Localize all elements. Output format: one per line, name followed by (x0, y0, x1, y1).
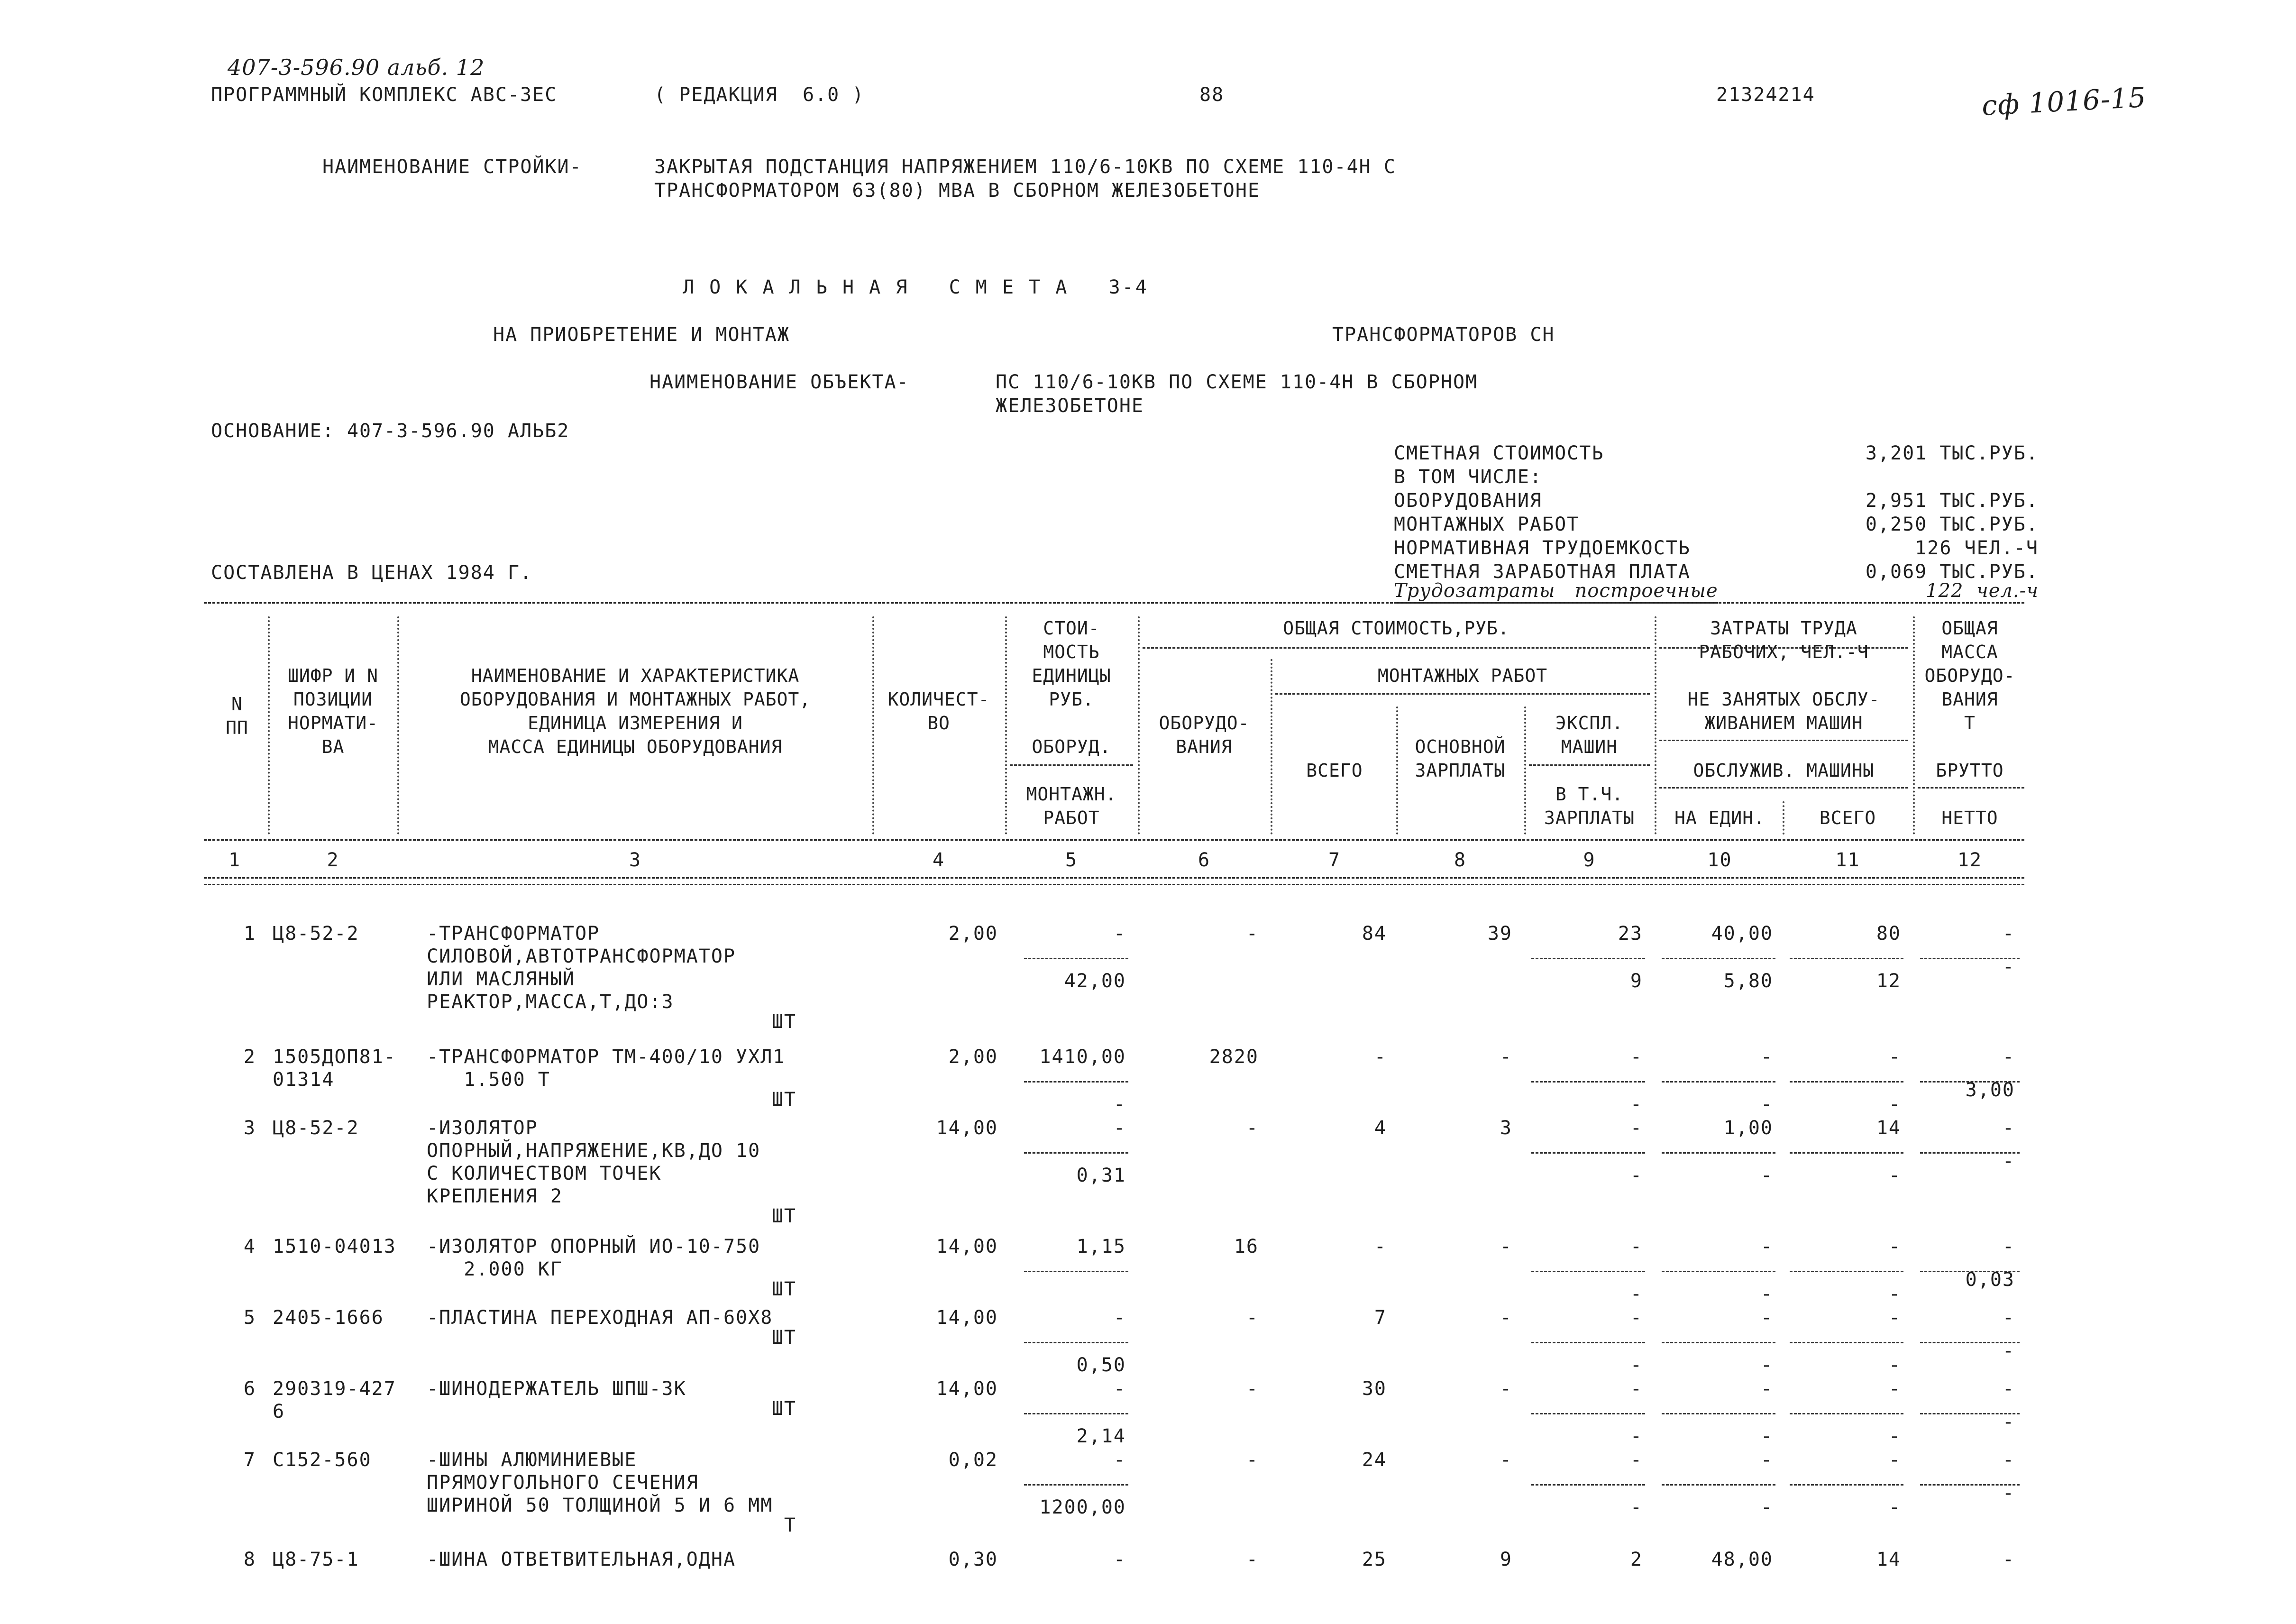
summary-value: 2,951 ТЫС.РУБ. (1865, 490, 2039, 512)
row-unit-cost-equipment: - (1113, 923, 1126, 945)
machines-divider (1531, 1271, 1645, 1272)
row-machines-salary: - (1630, 1165, 1643, 1186)
header-number-rule (204, 839, 2024, 841)
row-name: -ШИНОДЕРЖАТЕЛЬ ШПШ-3К (427, 1378, 686, 1400)
row-machine-labor-per-unit: - (1760, 1354, 1773, 1376)
row-code: Ц8-52-2 (273, 1117, 359, 1139)
col-header-per-unit: НА ЕДИН. (1674, 807, 1765, 828)
row-code: 1505ДОП81- 01314 (273, 1046, 396, 1091)
col-number: 3 (629, 849, 642, 871)
row-unit-cost-mounting: 1200,00 (1039, 1496, 1126, 1518)
unit-cost-divider (1024, 1484, 1128, 1486)
row-mass-brutto: - (2002, 1549, 2015, 1570)
col-header-n: N ПП (226, 694, 248, 738)
unit-cost-divider (1024, 958, 1128, 959)
col-header-cost-group: ОБЩАЯ СТОИМОСТЬ,РУБ. (1283, 618, 1509, 639)
labor-divider (1662, 1342, 1775, 1343)
row-machine-labor-total: - (1888, 1093, 1901, 1115)
col-header-equipment: ОБОРУДО- ВАНИЯ (1159, 713, 1250, 757)
row-mass-netto: - (2002, 1411, 2015, 1433)
col-separator (1524, 706, 1526, 835)
row-quantity: 2,00 (948, 1046, 998, 1068)
row-code: 1510-04013 (273, 1236, 396, 1257)
estimate-subject: ТРАНСФОРМАТОРОВ СН (1332, 324, 1555, 346)
labor-total-divider (1790, 1081, 1903, 1083)
row-machines-salary: - (1630, 1425, 1643, 1447)
row-labor-per-unit: - (1760, 1236, 1773, 1257)
row-unit-cost-equipment: - (1113, 1117, 1126, 1139)
row-quantity: 14,00 (936, 1378, 998, 1400)
col-header-code: ШИФР И N ПОЗИЦИИ НОРМАТИ- ВА (287, 665, 379, 757)
basis: ОСНОВАНИЕ: 407-3-596.90 АЛЬБ2 (211, 420, 570, 442)
row-labor-total: 14 (1876, 1117, 1901, 1139)
row-machines: 2 (1630, 1549, 1643, 1570)
col-separator (1783, 801, 1784, 835)
row-number: 2 (243, 1046, 256, 1068)
summary-value-handwritten: 122 чел.-ч (1926, 580, 2039, 602)
unit-cost-divider (1024, 1413, 1128, 1414)
row-labor-per-unit: 48,00 (1711, 1549, 1773, 1570)
row-mass-brutto: - (2002, 923, 2015, 945)
row-machines: - (1630, 1046, 1643, 1068)
col-number: 1 (228, 849, 241, 871)
row-unit: ШТ (771, 1205, 796, 1227)
row-number: 8 (243, 1549, 256, 1570)
summary-value: 0,069 ТЫС.РУБ. (1865, 561, 2039, 583)
summary-label: МОНТАЖНЫХ РАБОТ (1394, 514, 1580, 535)
row-machines-salary: - (1630, 1093, 1643, 1115)
row-unit-cost-mounting: - (1113, 1093, 1126, 1115)
mass-divider (1920, 1484, 2020, 1486)
row-base-salary: - (1500, 1449, 1512, 1471)
row-unit: Т (784, 1514, 796, 1536)
row-quantity: 2,00 (948, 923, 998, 945)
row-mass-brutto: - (2002, 1046, 2015, 1068)
row-machines-salary: - (1630, 1283, 1643, 1305)
row-mass-netto: - (2002, 1482, 2015, 1504)
row-machines: - (1630, 1236, 1643, 1257)
row-labor-total: - (1888, 1449, 1901, 1471)
labor-total-divider (1790, 1484, 1903, 1486)
labor-divider (1662, 1152, 1775, 1154)
row-code: 2405-1666 (273, 1307, 384, 1329)
row-name: -ИЗОЛЯТОР ОПОРНЫЙ,НАПРЯЖЕНИЕ,КВ,ДО 10 С КОЛИЧЕСТВОМ ТОЧЕК КРЕПЛЕНИЯ 2 (427, 1117, 761, 1207)
row-base-salary: - (1500, 1307, 1512, 1329)
row-mass-netto: 3,00 (1965, 1079, 2015, 1101)
col-header-unit-cost: СТОИ- МОСТЬ ЕДИНИЦЫ РУБ. ОБОРУД. МОНТАЖН. РАБОТ (1026, 618, 1117, 828)
row-labor-total: 14 (1876, 1549, 1901, 1570)
row-quantity: 14,00 (936, 1117, 998, 1139)
row-base-salary: 9 (1500, 1549, 1512, 1570)
labor-total-divider (1790, 1152, 1903, 1154)
machines-divider (1531, 1484, 1645, 1486)
project-line-1: ЗАКРЫТАЯ ПОДСТАНЦИЯ НАПРЯЖЕНИЕМ 110/6-10КВ ПО СХЕМЕ 110-4Н С (654, 156, 1396, 178)
unit-cost-divider (1024, 1081, 1128, 1083)
project-line-2: ТРАНСФОРМАТОРОМ 63(80) МВА В СБОРНОМ ЖЕЛЕЗОБЕТОНЕ (654, 180, 1261, 202)
row-mass-netto: - (2002, 956, 2015, 978)
row-mass-brutto: - (2002, 1236, 2015, 1257)
row-machine-labor-total: - (1888, 1165, 1901, 1186)
labor-divider (1662, 1271, 1775, 1272)
row-unit-cost-mounting: 42,00 (1064, 970, 1126, 992)
summary-value: 3,201 ТЫС.РУБ. (1865, 442, 2039, 464)
unit-cost-divider (1024, 1342, 1128, 1343)
row-labor-total: - (1888, 1046, 1901, 1068)
row-name: -ПЛАСТИНА ПЕРЕХОДНАЯ АП-60Х8 (427, 1307, 773, 1329)
row-equipment-cost: - (1246, 1549, 1259, 1570)
row-labor-per-unit: - (1760, 1046, 1773, 1068)
row-machines: - (1630, 1307, 1643, 1329)
row-base-salary: - (1500, 1378, 1512, 1400)
col-number: 8 (1454, 849, 1467, 871)
col-separator (397, 616, 399, 835)
row-machine-labor-total: - (1888, 1496, 1901, 1518)
row-labor-total: - (1888, 1307, 1901, 1329)
col-header-total: ВСЕГО (1306, 760, 1363, 781)
summary-value: 0,250 ТЫС.РУБ. (1865, 514, 2039, 535)
row-code: Ц8-75-1 (273, 1549, 359, 1570)
row-unit-cost-equipment: 1,15 (1076, 1236, 1126, 1257)
header-bottom-rule (204, 877, 2024, 879)
row-mass-brutto: - (2002, 1449, 2015, 1471)
col-header-labor-group: ЗАТРАТЫ ТРУДА РАБОЧИХ, ЧЕЛ.-Ч (1699, 618, 1869, 662)
row-unit-cost-equipment: - (1113, 1307, 1126, 1329)
row-mass-netto: - (2002, 1340, 2015, 1362)
row-mounting-total: 30 (1362, 1378, 1387, 1400)
col-separator (1138, 616, 1140, 835)
row-mounting-total: 24 (1362, 1449, 1387, 1471)
col-header-mont-group: МОНТАЖНЫХ РАБОТ (1377, 665, 1548, 686)
row-mounting-total: 4 (1374, 1117, 1387, 1139)
row-machine-labor-per-unit: - (1760, 1283, 1773, 1305)
mass-divider (1920, 1413, 2020, 1414)
col-number: 11 (1835, 849, 1860, 871)
row-mass-netto: - (2002, 1150, 2015, 1172)
unit-cost-divider (1024, 1271, 1128, 1272)
row-name: -ШИНЫ АЛЮМИНИЕВЫЕ ПРЯМОУГОЛЬНОГО СЕЧЕНИЯ ШИРИНОЙ 50 ТОЛЩИНОЙ 5 И 6 ММ (427, 1449, 773, 1516)
mass-divider (1920, 1152, 2020, 1154)
col-separator (1271, 659, 1272, 835)
machines-divider (1531, 1081, 1645, 1083)
col-separator (1913, 616, 1915, 835)
mass-divider (1920, 958, 2020, 959)
row-mounting-total: - (1374, 1236, 1387, 1257)
row-machines-salary: - (1630, 1354, 1643, 1376)
row-machine-labor-per-unit: - (1760, 1093, 1773, 1115)
row-machines: 23 (1618, 923, 1643, 945)
labor-divider (1662, 1484, 1775, 1486)
row-mounting-total: - (1374, 1046, 1387, 1068)
row-unit: ШТ (771, 1278, 796, 1300)
cost-group-rule (1143, 647, 1650, 649)
summary-label-handwritten: Трудозатраты построечные (1394, 579, 1718, 604)
unit-cost-divider (1024, 1152, 1128, 1154)
row-labor-total: - (1888, 1378, 1901, 1400)
project-label: НАИМЕНОВАНИЕ СТРОЙКИ- (322, 156, 582, 178)
row-code: 290319-427 6 (273, 1378, 396, 1422)
col-header-mass: ОБЩАЯ МАССА ОБОРУДО- ВАНИЯ Т БРУТТО НЕТТО (1924, 618, 2015, 828)
col-separator (1396, 706, 1398, 835)
row-number: 4 (243, 1236, 256, 1257)
row-unit: ШТ (771, 1398, 796, 1420)
row-equipment-cost: - (1246, 1378, 1259, 1400)
mass-divider (1920, 1081, 2020, 1083)
row-quantity: 14,00 (936, 1307, 998, 1329)
row-machine-labor-per-unit: - (1760, 1496, 1773, 1518)
object-line-1: ПС 110/6-10КВ ПО СХЕМЕ 110-4Н В СБОРНОМ (996, 371, 1478, 393)
row-labor-per-unit: - (1760, 1449, 1773, 1471)
row-machine-labor-total: - (1888, 1354, 1901, 1376)
row-machines: - (1630, 1449, 1643, 1471)
col-number: 5 (1065, 849, 1078, 871)
row-unit-cost-equipment: - (1113, 1378, 1126, 1400)
row-machines-salary: 9 (1630, 970, 1643, 992)
row-machine-labor-per-unit: - (1760, 1165, 1773, 1186)
mass-divider (1920, 1342, 2020, 1343)
col-header-name: НАИМЕНОВАНИЕ И ХАРАКТЕРИСТИКА ОБОРУДОВАНИЯ И МОНТАЖНЫХ РАБОТ, ЕДИНИЦА ИЗМЕРЕНИЯ И МАССА ЕДИНИЦЫ ОБОРУДОВАНИЯ (459, 665, 811, 757)
row-quantity: 0,02 (948, 1449, 998, 1471)
row-unit-cost-equipment: - (1113, 1449, 1126, 1471)
row-equipment-cost: - (1246, 1307, 1259, 1329)
row-unit: ШТ (771, 1011, 796, 1033)
program-name: ПРОГРАММНЫЙ КОМПЛЕКС АВС-3ЕС (211, 84, 558, 106)
row-name: -ИЗОЛЯТОР ОПОРНЫЙ ИО-10-750 2.000 КГ (427, 1236, 761, 1280)
object-line-2: ЖЕЛЕЗОБЕТОНЕ (996, 395, 1144, 417)
row-mass-brutto: - (2002, 1117, 2015, 1139)
mont-group-rule (1275, 693, 1650, 695)
col-header-salary: ОСНОВНОЙ ЗАРПЛАТЫ (1415, 736, 1506, 781)
row-equipment-cost: - (1246, 1117, 1259, 1139)
row-number: 3 (243, 1117, 256, 1139)
labor-sub-rule-2 (1659, 787, 1908, 789)
summary-label: НОРМАТИВНАЯ ТРУДОЕМКОСТЬ (1394, 537, 1691, 559)
col-number: 6 (1198, 849, 1211, 871)
row-machine-labor-total: - (1888, 1425, 1901, 1447)
document-code: 21324214 (1716, 84, 1815, 106)
summary-label: В ТОМ ЧИСЛЕ: (1394, 466, 1542, 488)
row-number: 7 (243, 1449, 256, 1471)
row-labor-total: - (1888, 1236, 1901, 1257)
row-name: -ШИНА ОТВЕТВИТЕЛЬНАЯ,ОДНА (427, 1549, 736, 1570)
row-mounting-total: 25 (1362, 1549, 1387, 1570)
row-machine-labor-per-unit: 5,80 (1723, 970, 1773, 992)
row-unit-cost-mounting: 2,14 (1076, 1425, 1126, 1447)
row-unit-cost-equipment: 1410,00 (1039, 1046, 1126, 1068)
col-separator (268, 616, 270, 835)
row-labor-per-unit: 1,00 (1723, 1117, 1773, 1139)
row-machines: - (1630, 1117, 1643, 1139)
row-machine-labor-per-unit: - (1760, 1425, 1773, 1447)
labor-divider (1662, 1081, 1775, 1083)
col-separator (1655, 616, 1656, 835)
labor-divider (1662, 958, 1775, 959)
row-base-salary: 39 (1487, 923, 1512, 945)
summary-value: 126 ЧЕЛ.-Ч (1915, 537, 2039, 559)
estimate-purpose: НА ПРИОБРЕТЕНИЕ И МОНТАЖ (493, 324, 790, 346)
row-name: -ТРАНСФОРМАТОР ТМ-400/10 УХЛ1 1.500 Т (427, 1046, 786, 1091)
header-bottom-rule-2 (204, 884, 2024, 885)
row-unit-cost-mounting: 0,31 (1076, 1165, 1126, 1186)
labor-total-divider (1790, 1271, 1903, 1272)
labor-total-divider (1790, 1342, 1903, 1343)
labor-total-divider (1790, 1413, 1903, 1414)
row-base-salary: 3 (1500, 1117, 1512, 1139)
machines-divider (1531, 1342, 1645, 1343)
col-number: 7 (1328, 849, 1341, 871)
col-header-labor-sub: НЕ ЗАНЯТЫХ ОБСЛУ- ЖИВАНИЕМ МАШИН ОБСЛУЖИВ. МАШИНЫ (1687, 689, 1880, 781)
object-label: НАИМЕНОВАНИЕ ОБЪЕКТА- (649, 371, 909, 393)
row-mounting-total: 84 (1362, 923, 1387, 945)
row-machines: - (1630, 1378, 1643, 1400)
row-mass-netto: 0,03 (1965, 1269, 2015, 1291)
machines-divider (1531, 1152, 1645, 1154)
labor-divider (1662, 1413, 1775, 1414)
row-labor-per-unit: - (1760, 1307, 1773, 1329)
row-labor-total: 80 (1876, 923, 1901, 945)
row-mass-brutto: - (2002, 1307, 2015, 1329)
row-code: Ц8-52-2 (273, 923, 359, 945)
row-base-salary: - (1500, 1236, 1512, 1257)
col-header-qty: КОЛИЧЕСТ- ВО (887, 689, 990, 734)
row-quantity: 0,30 (948, 1549, 998, 1570)
col-number: 4 (932, 849, 945, 871)
row-machine-labor-total: - (1888, 1283, 1901, 1305)
row-unit-cost-mounting: 0,50 (1076, 1354, 1126, 1376)
row-equipment-cost: - (1246, 923, 1259, 945)
estimate-title: Л О К А Л Ь Н А Я С М Е Т А 3-4 (683, 276, 1149, 298)
row-name: -ТРАНСФОРМАТОР СИЛОВОЙ,АВТОТРАНСФОРМАТОР ИЛИ МАСЛЯНЫЙ РЕАКТОР,МАССА,Т,ДО:3 (427, 923, 736, 1013)
row-unit-cost-equipment: - (1113, 1549, 1126, 1570)
row-mass-brutto: - (2002, 1378, 2015, 1400)
row-machine-labor-total: 12 (1876, 970, 1901, 992)
row-code: С152-560 (273, 1449, 372, 1471)
row-labor-per-unit: 40,00 (1711, 923, 1773, 945)
row-quantity: 14,00 (936, 1236, 998, 1257)
summary-label: СМЕТНАЯ СТОИМОСТЬ (1394, 442, 1604, 464)
row-equipment-cost: 16 (1234, 1236, 1259, 1257)
row-number: 6 (243, 1378, 256, 1400)
prices-year: СОСТАВЛЕНА В ЦЕНАХ 1984 Г. (211, 562, 533, 584)
row-unit: ШТ (771, 1327, 796, 1349)
col-header-labor-total: ВСЕГО (1819, 807, 1876, 828)
row-mounting-total: 7 (1374, 1307, 1387, 1329)
mass-divider (1920, 1271, 2020, 1272)
row-number: 1 (243, 923, 256, 945)
col-separator (1005, 616, 1007, 835)
album-reference: 407-3-596.90 альб. 12 (228, 55, 485, 80)
col-number: 9 (1583, 849, 1596, 871)
col-number: 12 (1957, 849, 1983, 871)
col-number: 2 (327, 849, 339, 871)
row-machines-salary: - (1630, 1496, 1643, 1518)
summary-label: ОБОРУДОВАНИЯ (1394, 490, 1542, 512)
labor-total-divider (1790, 958, 1903, 959)
machines-divider (1531, 958, 1645, 959)
row-unit: ШТ (771, 1089, 796, 1110)
row-equipment-cost: 2820 (1209, 1046, 1259, 1068)
summary-label: СМЕТНАЯ ЗАРАБОТНАЯ ПЛАТА (1394, 561, 1691, 583)
edition: ( РЕДАКЦИЯ 6.0 ) (654, 84, 865, 106)
page-number: 88 (1199, 84, 1225, 106)
col-header-machines: ЭКСПЛ. МАШИН В Т.Ч. ЗАРПЛАТЫ (1544, 713, 1635, 828)
row-base-salary: - (1500, 1046, 1512, 1068)
table-top-rule (204, 602, 2024, 604)
machines-divider (1531, 1413, 1645, 1414)
row-number: 5 (243, 1307, 256, 1329)
col-separator (872, 616, 874, 835)
row-labor-per-unit: - (1760, 1378, 1773, 1400)
col-number: 10 (1707, 849, 1732, 871)
handwritten-stamp: сф 1016-15 (1981, 81, 2147, 122)
row-equipment-cost: - (1246, 1449, 1259, 1471)
